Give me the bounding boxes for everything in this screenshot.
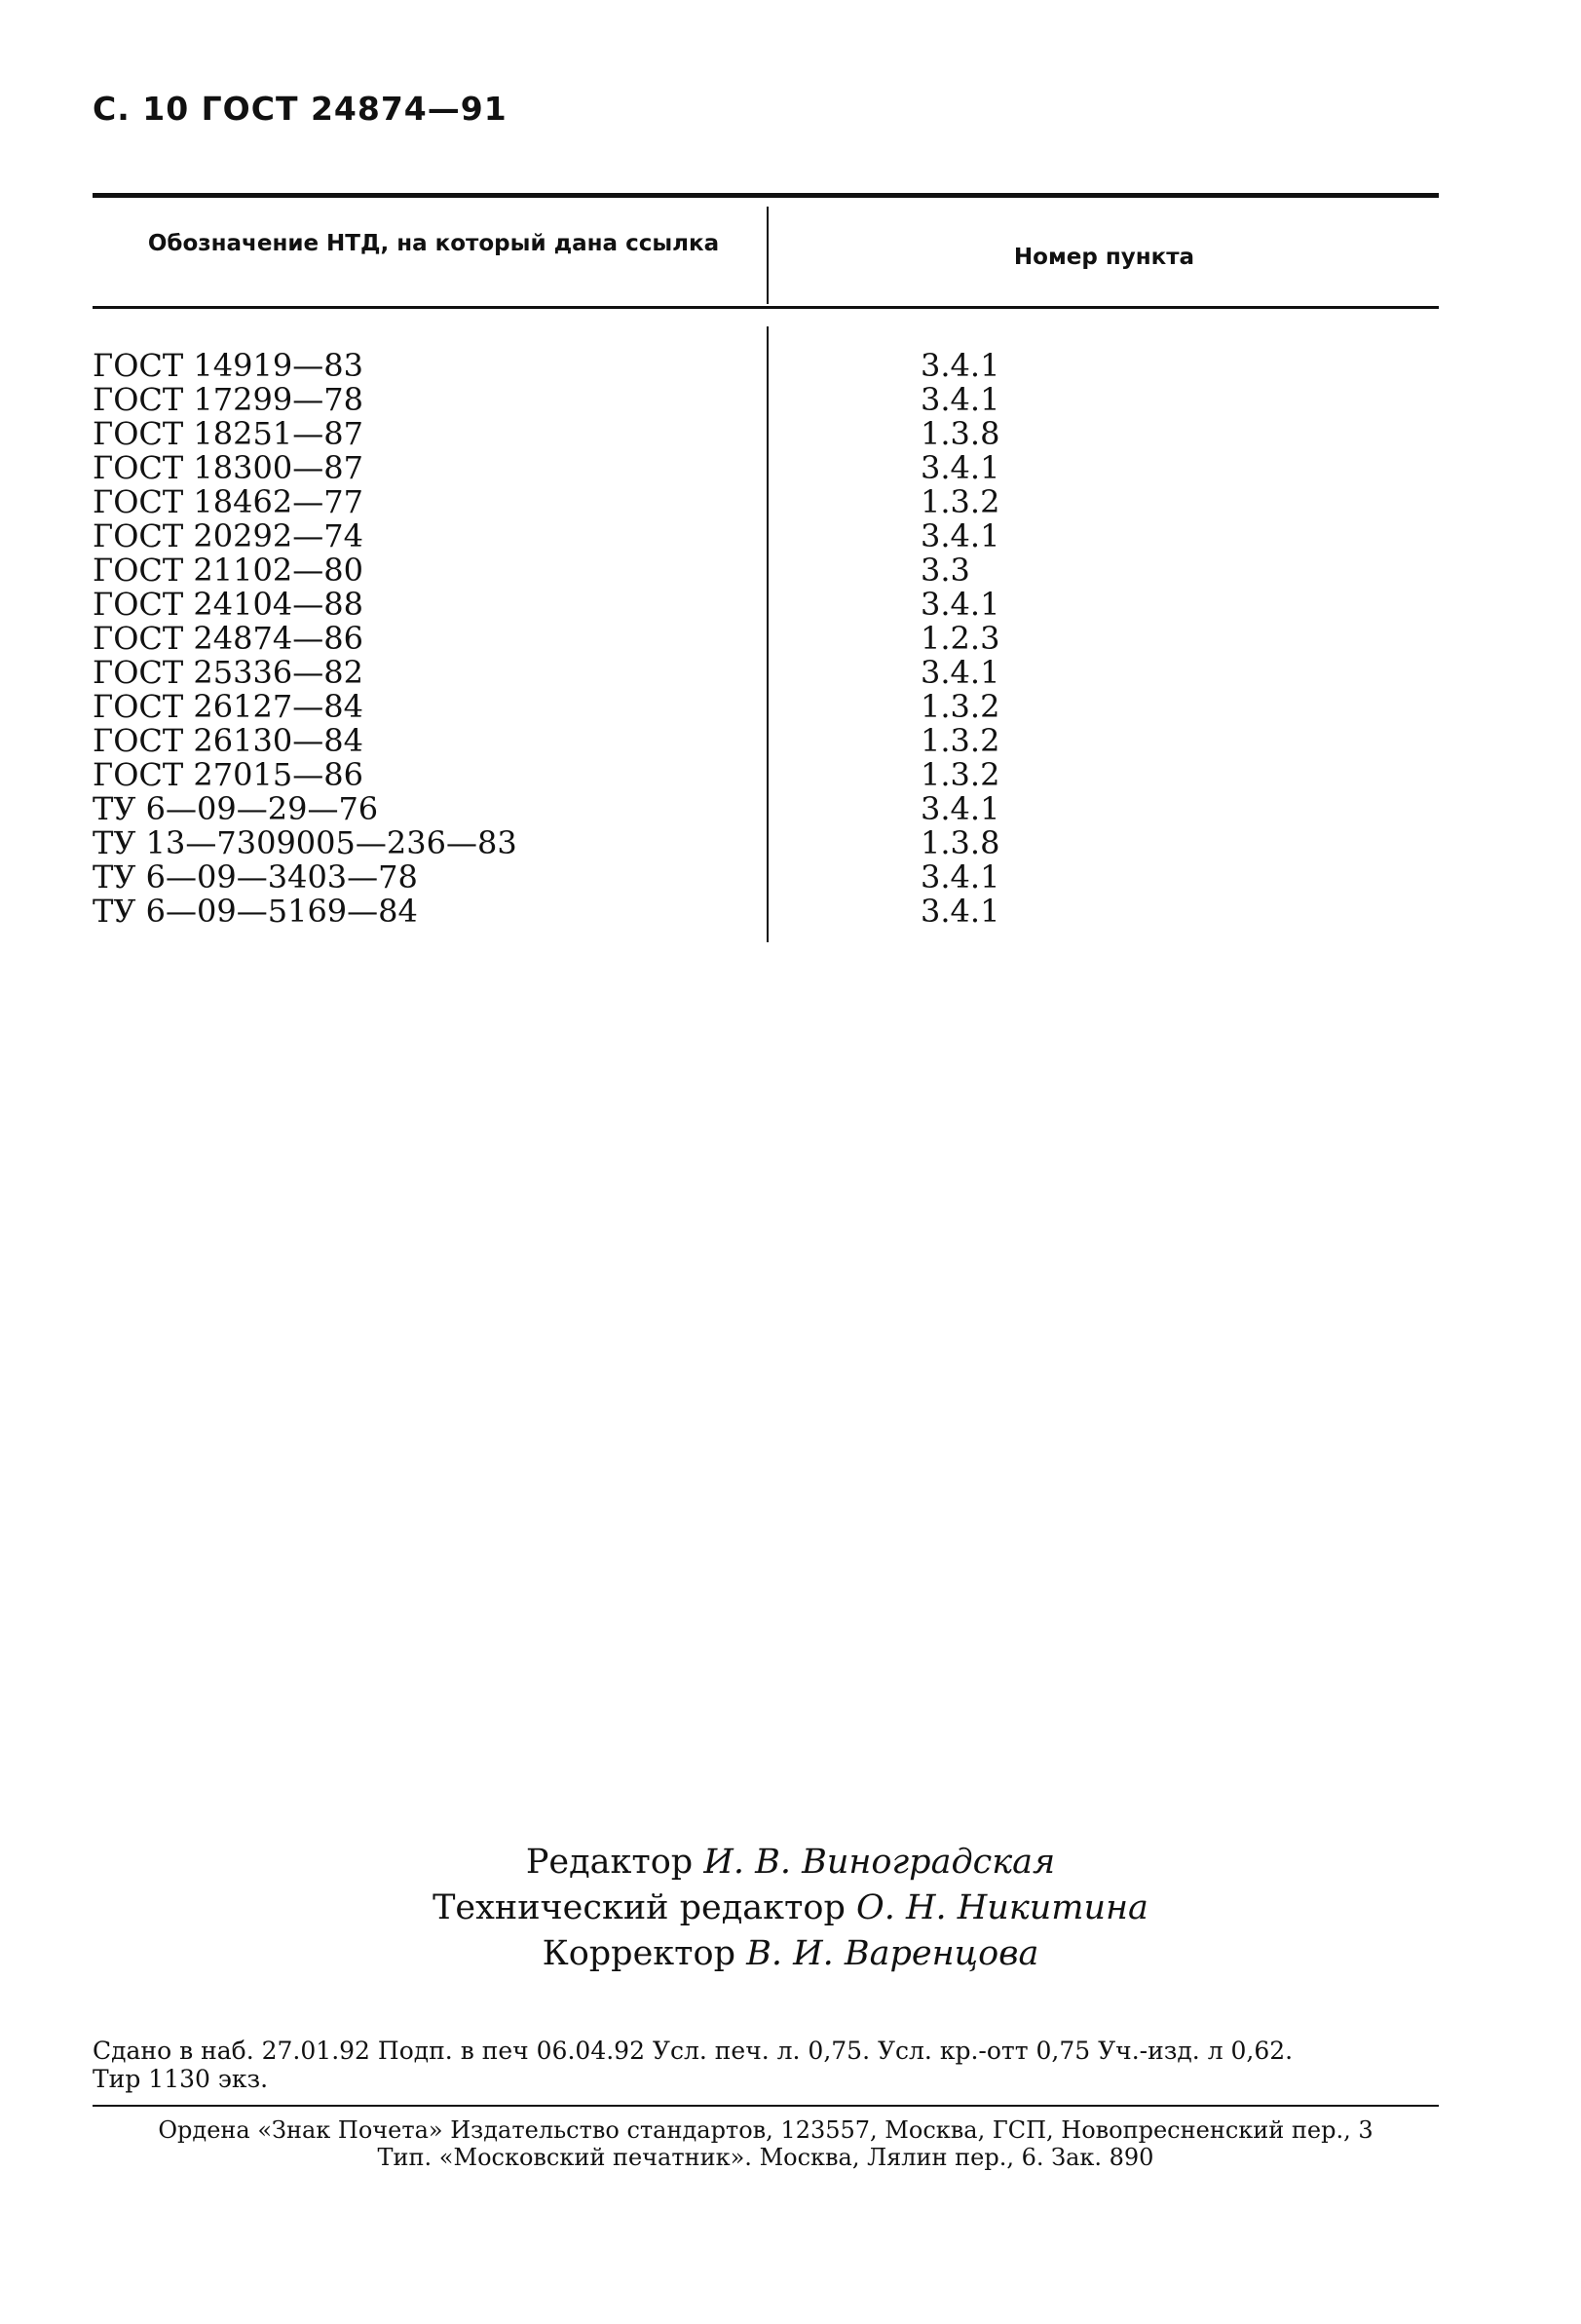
table-cell-document: ГОСТ 18300—87 [93,449,363,486]
column-divider [767,326,769,942]
column-divider [767,207,769,304]
page-header: С. 10 ГОСТ 24874—91 [93,90,508,128]
table-cell-document: ГОСТ 20292—74 [93,517,363,554]
table-cell-item-number: 1.2.3 [921,620,1000,657]
table-cell-item-number: 3.4.1 [921,858,1000,895]
table-cell-document: ГОСТ 26127—84 [93,688,363,725]
table-cell-item-number: 3.4.1 [921,586,1000,623]
table-cell-document: ГОСТ 25336—82 [93,654,363,691]
table-cell-document: ГОСТ 18462—77 [93,483,363,520]
table-header-rule [93,306,1439,309]
table-cell-item-number: 3.4.1 [921,790,1000,827]
editor-label: Редактор [525,1843,694,1882]
printer-line: Тип. «Московский печатник». Москва, Лялин пер., 6. Зак. 890 [377,2144,1154,2171]
table-cell-document: ГОСТ 17299—78 [93,381,363,418]
imprint-print-run: Тир 1130 экз. [93,2065,269,2093]
table-cell-item-number: 1.3.2 [921,483,1000,520]
credit-technical-editor [292,1888,1289,1927]
table-cell-item-number: 1.3.8 [921,415,1000,452]
credit-corrector [292,1934,1289,1973]
table-cell-document: ГОСТ 18251—87 [93,415,363,452]
table-cell-document: ГОСТ 14919—83 [93,347,363,384]
imprint-print-details: Сдано в наб. 27.01.92 Подп. в печ 06.04.92 Усл. печ. л. 0,75. Усл. кр.-отт 0,75 Уч.-изд. л 0,62. [93,2037,1294,2065]
table-cell-item-number: 1.3.2 [921,756,1000,793]
table-top-rule [93,193,1439,198]
table-cell-document: ГОСТ 24104—88 [93,586,363,623]
corrector-label: Корректор [542,1934,736,1973]
table-cell-item-number: 3.4.1 [921,449,1000,486]
technical-editor-name: О. Н. Никитина [856,1888,1148,1927]
corrector-name: В. И. Варенцова [746,1934,1039,1973]
document-column [93,349,517,929]
table-cell-document: ТУ 6—09—5169—84 [93,893,418,930]
table-cell-item-number: 1.3.2 [921,722,1000,759]
table-cell-document: ГОСТ 24874—86 [93,620,363,657]
table-cell-document: ТУ 6—09—29—76 [93,790,379,827]
table-cell-item-number: 3.4.1 [921,381,1000,418]
table-cell-item-number: 3.4.1 [921,347,1000,384]
table-cell-document: ГОСТ 26130—84 [93,722,363,759]
table-cell-item-number: 3.4.1 [921,517,1000,554]
item-number-column [921,349,999,929]
credit-editor [292,1843,1289,1882]
table-cell-document: ТУ 6—09—3403—78 [93,858,418,895]
editor-name: И. В. Виноградская [703,1843,1056,1882]
column-header-document: Обозначение НТД, на который дана ссылка [147,231,720,256]
table-cell-item-number: 3.4.1 [921,654,1000,691]
table-cell-item-number: 1.3.8 [921,824,1000,861]
table-cell-document: ГОСТ 21102—80 [93,552,363,589]
table-cell-document: ГОСТ 27015—86 [93,756,363,793]
table-cell-item-number: 3.4.1 [921,893,1000,930]
imprint-rule [93,2105,1439,2107]
table-cell-item-number: 3.3 [921,552,970,589]
publisher-line: Ордена «Знак Почета» Издательство стандартов, 123557, Москва, ГСП, Новопресненский пер., 3 [158,2116,1374,2144]
table-cell-document: ТУ 13—7309005—236—83 [93,824,517,861]
table-cell-item-number: 1.3.2 [921,688,1000,725]
technical-editor-label: Технический редактор [433,1888,846,1927]
column-header-item-number: Номер пункта [1013,245,1195,270]
